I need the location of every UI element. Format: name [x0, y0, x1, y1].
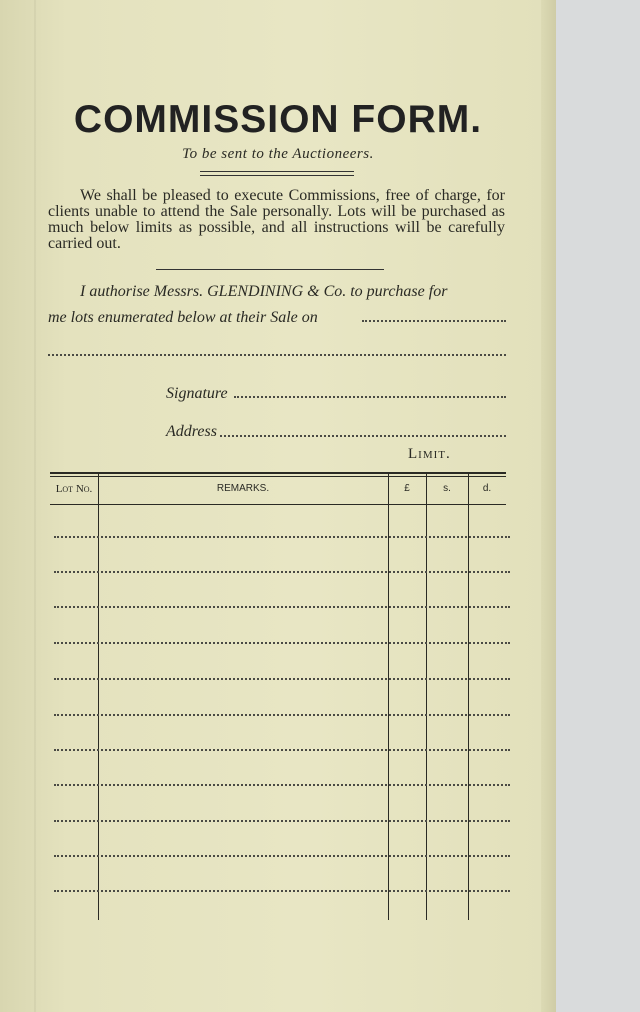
table-row[interactable]	[54, 642, 510, 644]
column-divider	[98, 472, 99, 920]
extra-line-field[interactable]	[48, 354, 506, 356]
table-row[interactable]	[54, 678, 510, 680]
intro-paragraph: We shall be pleased to execute Commissions, free of charge, for clients unable to attend the Sale personally. Lots will be purchased as much below limits as possible, and all instructions will be carefully carried out.	[48, 187, 505, 252]
column-divider	[426, 472, 427, 920]
header-pounds: £	[404, 483, 410, 494]
sale-date-field[interactable]	[362, 320, 506, 322]
address-field[interactable]	[220, 435, 506, 437]
table-row[interactable]	[54, 571, 510, 573]
limit-label: Limit.	[408, 446, 451, 462]
authorise-line-2: me lots enumerated below at their Sale on	[48, 309, 318, 326]
table-row[interactable]	[54, 890, 510, 892]
section-divider	[156, 269, 384, 270]
form-title: COMMISSION FORM.	[73, 98, 483, 141]
address-label: Address	[166, 423, 217, 440]
signature-field[interactable]	[234, 396, 506, 398]
table-row[interactable]	[54, 820, 510, 822]
table-row[interactable]	[54, 606, 510, 608]
header-remarks: REMARKS.	[216, 483, 270, 494]
authorise-line-1: I authorise Messrs. GLENDINING & Co. to purchase for	[80, 283, 448, 300]
table-row[interactable]	[54, 784, 510, 786]
signature-label: Signature	[166, 385, 228, 402]
table-header-rule	[50, 504, 506, 505]
header-lot-no: Lot No.	[55, 483, 93, 495]
header-shillings: s.	[443, 483, 451, 494]
column-divider	[468, 472, 469, 920]
header-pence: d.	[482, 483, 492, 494]
column-divider	[388, 472, 389, 920]
title-divider	[200, 171, 354, 176]
commission-table	[50, 472, 506, 920]
table-row[interactable]	[54, 749, 510, 751]
form-subtitle: To be sent to the Auctioneers.	[182, 146, 374, 162]
table-rule-top	[50, 472, 506, 474]
table-rule-top-inner	[50, 476, 506, 477]
table-row[interactable]	[54, 714, 510, 716]
table-row[interactable]	[54, 855, 510, 857]
table-row[interactable]	[54, 536, 510, 538]
